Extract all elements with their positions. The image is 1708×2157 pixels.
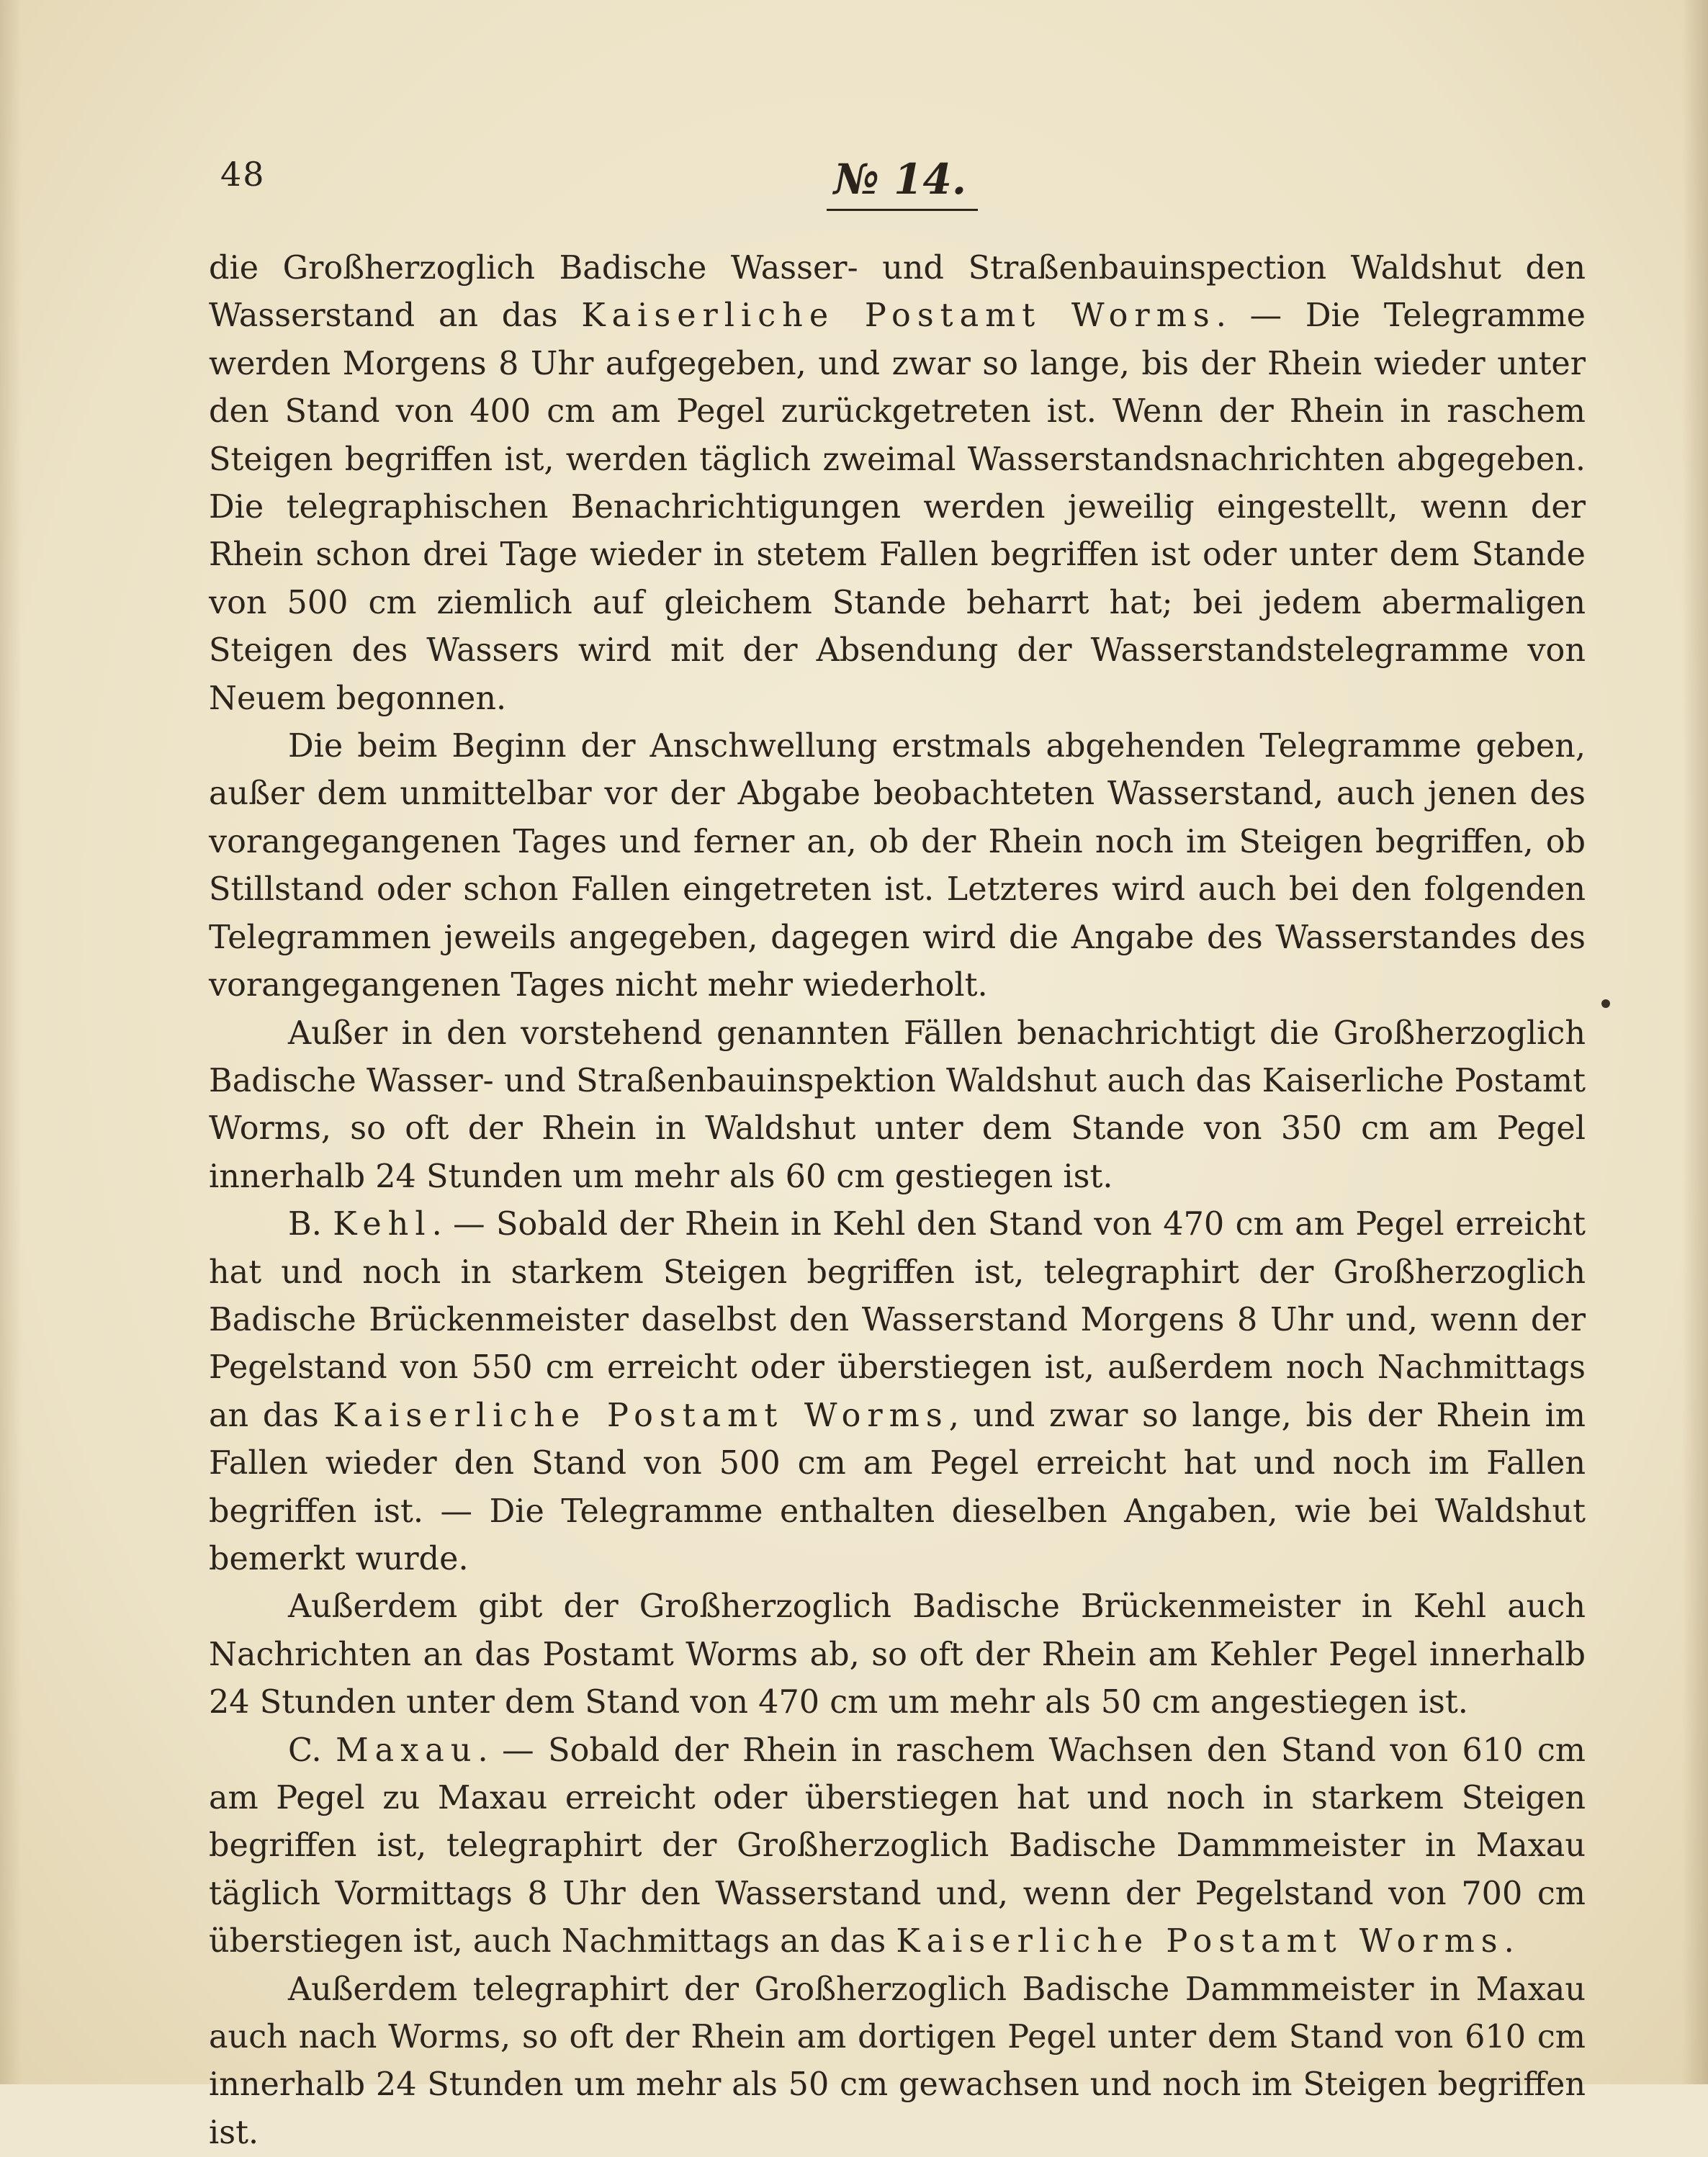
emphasis-postamt: Kaiserliche Postamt Worms (333, 1397, 949, 1434)
section-heading-kehl: Kehl (333, 1206, 432, 1243)
ink-speck (1601, 999, 1610, 1008)
emphasis-postamt: Kaiserliche Postamt Worms (896, 1923, 1504, 1960)
page-number: 48 (220, 155, 266, 194)
issue-number-underline (827, 209, 978, 211)
page-edge-shadow-left (0, 0, 22, 2084)
paragraph-additional-notification: Außer in den vorstehend genannten Fällen benachrichtigt die Großherzoglich Badische Wasser- und Straßenbauinspektion Waldshut auch das Kaiserliche Postamt Worms, so oft der Rhein in Waldshut unter dem Stande von 350 cm am Pegel innerhalb 24 Stunden um mehr als 60 cm gestiegen ist. (209, 1014, 1586, 1195)
issue-number: № 14. (833, 155, 967, 204)
paragraph-section-b-kehl: B. Kehl. — Sobald der Rhein in Kehl den Stand von 470 cm am Pegel erreicht hat und noch in starkem Steigen begriffen ist, telegraphirt der Großherzoglich Badische Brückenmeister daselbst den Wasserstand Morgens 8 Uhr und, wenn der Pegelstand von 550 cm erreicht oder überstiegen ist, außerdem noch Nachmittags an das Kaiserliche Postamt Worms, und zwar so lange, bis der Rhein im Fallen wieder den Stand von 500 cm am Pegel erreicht hat und noch im Fallen begriffen ist. — Die Telegramme enthalten dieselben Angaben, wie bei Waldshut bemerkt wurde. (209, 1206, 1586, 1577)
paragraph-maxau-additional: Außerdem telegraphirt der Großherzoglich Badische Dammmeister in Maxau auch nach Worms, so oft der Rhein am dortigen Pegel unter dem Stand von 610 cm innerhalb 24 Stunden um mehr als 50 cm gewachsen und noch im Steigen begriffen ist. (209, 1971, 1586, 2151)
paragraph-waldshut-continued: die Großherzoglich Badische Wasser- und Straßenbauinspection Waldshut den Wasserstand an das Kaiserliche Postamt Worms. — Die Telegramme werden Morgens 8 Uhr aufgegeben, und zwar so lange, bis der Rhein wieder unter den Stand von 400 cm am Pegel zurückgetreten ist. Wenn der Rhein in raschem Steigen begriffen ist, werden täglich zweimal Wasserstandsnachrichten abgegeben. Die telegraphischen Benachrichtigungen werden jeweilig eingestellt, wenn der Rhein schon drei Tage wieder in stetem Fallen begriffen ist oder unter dem Stande von 500 cm ziemlich auf gleichem Stande beharrt hat; bei jedem abermaligen Steigen des Wassers wird mit der Absendung der Wasserstandstelegramme von Neuem begonnen. (209, 250, 1586, 717)
paragraph-kehl-additional: Außerdem gibt der Großherzoglich Badische Brückenmeister in Kehl auch Nachrichten an das Postamt Worms ab, so oft der Rhein am Kehler Pegel innerhalb 24 Stunden unter dem Stand von 470 cm um mehr als 50 cm angestiegen ist. (209, 1588, 1586, 1721)
paragraph-section-c-maxau: C. Maxau. — Sobald der Rhein in raschem Wachsen den Stand von 610 cm am Pegel zu Maxau erreicht oder überstiegen hat und noch in starkem Steigen begriffen ist, telegraphirt der Großherzoglich Badische Dammmeister in Maxau täglich Vormittags 8 Uhr den Wasserstand und, wenn der Pegelstand von 700 cm überstiegen ist, auch Nachmittags an das Kaiserliche Postamt Worms. (209, 1732, 1586, 1960)
emphasis-postamt: Kaiserliche Postamt Worms (581, 297, 1216, 335)
paragraph-initial-telegrams: Die beim Beginn der Anschwellung erstmals abgehenden Telegramme geben, außer dem unmittelbar vor der Abgabe beobachteten Wasserstand, auch jenen des vorangegangenen Tages und ferner an, ob der Rhein noch im Steigen begriffen, ob Stillstand oder schon Fallen eingetreten ist. Letzteres wird auch bei den folgenden Telegrammen jeweils angegeben, dagegen wird die Angabe des Wasserstandes des vorangegangenen Tages nicht mehr wiederholt. (209, 728, 1586, 1004)
body-text (209, 245, 1586, 2157)
page-edge-shadow-right (1682, 0, 1708, 2084)
section-heading-maxau: Maxau (336, 1732, 478, 1769)
